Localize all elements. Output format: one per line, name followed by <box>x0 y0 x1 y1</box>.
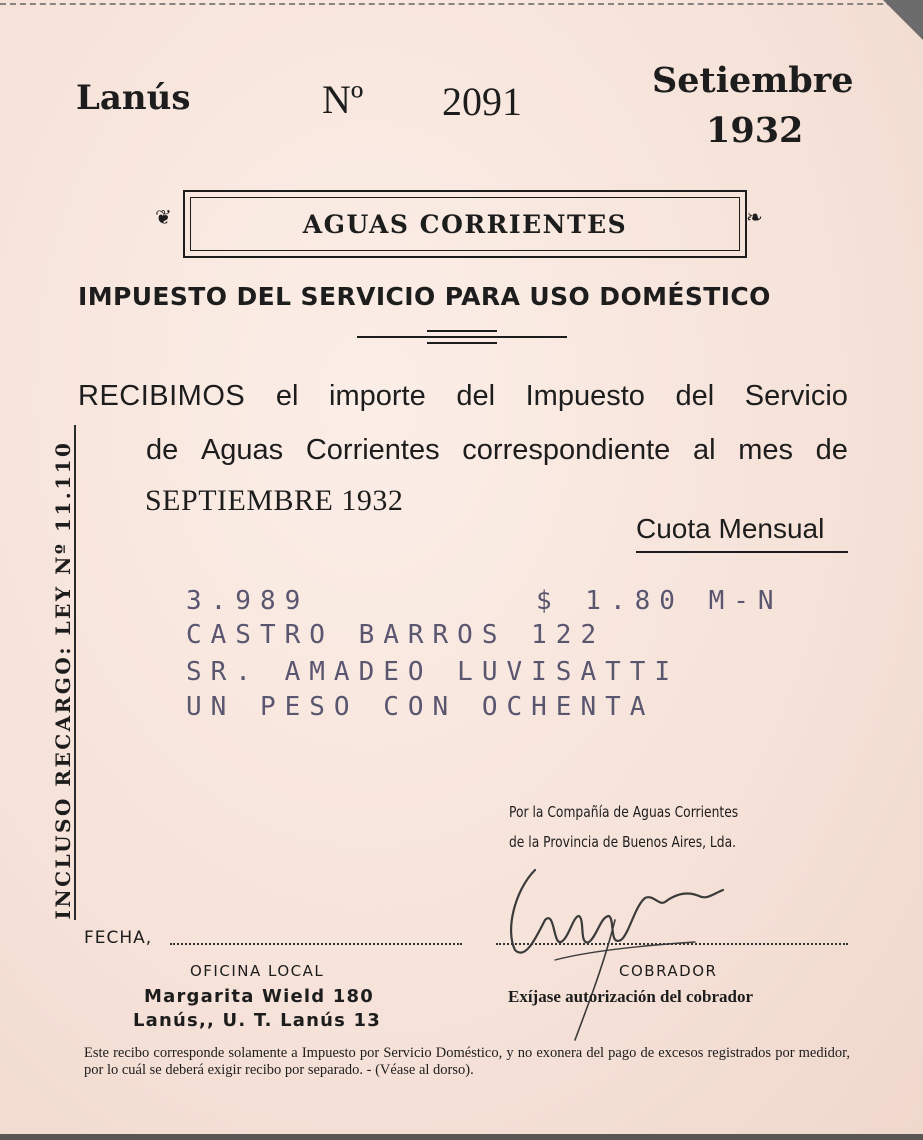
header-year: 1932 <box>706 110 804 151</box>
header-number-label: Nº <box>322 77 364 122</box>
surcharge-law-note: INCLUSO RECARGO: LEY Nº 11.110 <box>51 440 75 920</box>
body-word: Servicio <box>744 380 848 412</box>
billing-month: SEPTIEMBRE 1932 <box>145 484 404 517</box>
ornament-left-icon: ❦ <box>155 205 172 229</box>
body-word: de <box>146 434 179 466</box>
body-word: del <box>675 380 715 412</box>
body-word: Corrientes <box>305 434 440 466</box>
body-word: al <box>692 434 716 466</box>
body-word: el <box>275 380 299 412</box>
cuota-underline <box>636 551 848 553</box>
receipt-body-line-2 <box>146 434 848 467</box>
body-word: importe <box>329 380 426 412</box>
torn-corner <box>883 0 923 40</box>
ornament-right-icon: ❧ <box>746 205 763 229</box>
header-place: Lanús <box>76 78 191 118</box>
customer-name: SR. AMADEO LUVISATTI <box>186 657 680 687</box>
header-month: Setiembre <box>652 60 854 101</box>
divider-rule-accent <box>427 330 497 332</box>
office-address-1: Margarita Wield 180 <box>144 986 374 1007</box>
office-address-2: Lanús,, U. T. Lanús 13 <box>133 1010 381 1031</box>
cuota-label: Cuota Mensual <box>636 513 825 544</box>
paper-bottom-edge <box>0 1134 923 1140</box>
title-frame <box>183 190 747 258</box>
company-line-2: de la Provincia de Buenos Aires, Lda. <box>509 833 737 851</box>
body-word: RECIBIMOS <box>78 380 246 412</box>
body-word: Impuesto <box>525 380 645 412</box>
customer-address: CASTRO BARROS 122 <box>186 620 606 650</box>
account-number: 3.989 <box>186 586 310 616</box>
signature-dotted-line <box>496 943 848 945</box>
divider-rule <box>357 336 567 338</box>
fecha-dotted-line <box>170 943 462 945</box>
collector-note: Exíjase autorización del cobrador <box>508 987 754 1006</box>
body-word: Aguas <box>200 434 284 466</box>
amount: $ 1.80 M-N <box>536 586 783 616</box>
collector-signature <box>495 850 755 1050</box>
receipt-title: AGUAS CORRIENTES <box>302 209 628 239</box>
collector-label: COBRADOR <box>619 962 718 980</box>
fecha-label: FECHA, <box>84 928 153 948</box>
receipt-body-line-1 <box>78 380 848 413</box>
body-word: del <box>456 380 496 412</box>
receipt-footnote: Este recibo corresponde solamente a Impuesto por Servicio Doméstico, y no exonera del pago de excesos registrados por medidor, por lo cuál se deberá exigir recibo por separado. - (Véase al dorso). <box>84 1045 850 1078</box>
body-word: de <box>815 434 848 466</box>
company-line-1: Por la Compañía de Aguas Corrientes <box>509 803 739 821</box>
perforated-edge <box>0 3 923 5</box>
divider-rule-accent <box>427 342 497 344</box>
body-word: correspondiente <box>462 434 671 466</box>
body-word: mes <box>738 434 793 466</box>
amount-in-words: UN PESO CON OCHENTA <box>186 692 655 722</box>
header-number: 2091 <box>442 79 522 124</box>
office-label: OFICINA LOCAL <box>190 962 325 980</box>
receipt-subtitle: IMPUESTO DEL SERVICIO PARA USO DOMÉSTICO <box>78 282 771 311</box>
